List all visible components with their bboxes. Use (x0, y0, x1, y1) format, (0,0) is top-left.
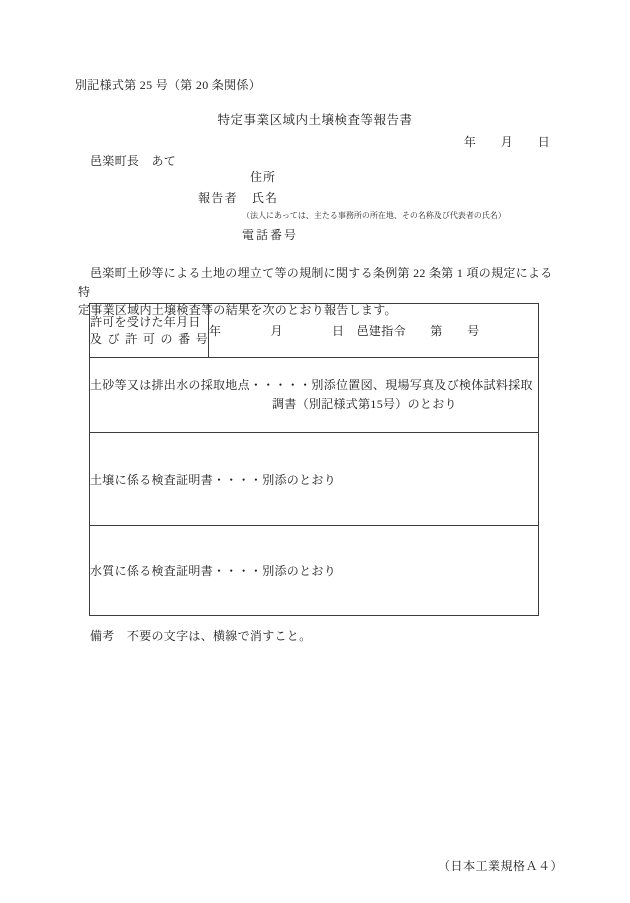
body-paragraph-line1: 邑楽町土砂等による土地の埋立て等の規制に関する条例第 22 条第 1 項の規定による特 (78, 266, 553, 299)
sampling-line2: 調書（別記様式第15号）のとおり (272, 397, 457, 411)
table-row-water-cert (90, 526, 539, 616)
permit-header-cell (90, 304, 209, 358)
reporter-role-label: 報告者 (198, 191, 238, 205)
remark-note: 備考 不要の文字は、横線で消すこと。 (90, 629, 312, 643)
body-paragraph-line2: 定事業区域内土壌検査等の結果を次のとおり報告します。 (78, 303, 397, 317)
table-row-soil-cert (90, 433, 539, 526)
document-title: 特定事業区域内土壌検査等報告書 (217, 113, 413, 127)
permit-label-line1: 許可を受けた年月日 (90, 314, 201, 329)
permit-value-cell: 年 月 日 邑建指令 第 号 (209, 304, 539, 358)
soil-certificate-cell: 土壌に係る検査証明書・・・・別添のとおり (90, 433, 539, 526)
report-date-line: 年 月 日 (463, 135, 550, 149)
jis-standard-note: （日本工業規格Ａ４） (438, 859, 564, 873)
permit-label-line2: 及び許可の番号 (90, 331, 208, 346)
reporter-phone-label: 電話番号 (242, 228, 299, 242)
reporter-address-label: 住所 (250, 170, 277, 184)
table-row-sampling (90, 358, 539, 433)
sampling-line1: 土砂等又は排出水の採取地点・・・・・別添位置図、現場写真及び検体試料採取 (90, 378, 533, 392)
addressee-line: 邑楽町長 あて (90, 154, 177, 168)
form-number: 別記様式第 25 号（第 20 条関係） (75, 78, 262, 92)
table-row-permit (90, 304, 539, 358)
sampling-point-cell (90, 358, 539, 433)
report-table (89, 303, 539, 616)
water-certificate-cell: 水質に係る検査証明書・・・・別添のとおり (90, 526, 539, 616)
corporation-note: （法人にあっては、主たる事務所の所在地、その名称及び代表者の氏名） (242, 211, 506, 220)
reporter-name-label: 氏名 (252, 191, 279, 205)
